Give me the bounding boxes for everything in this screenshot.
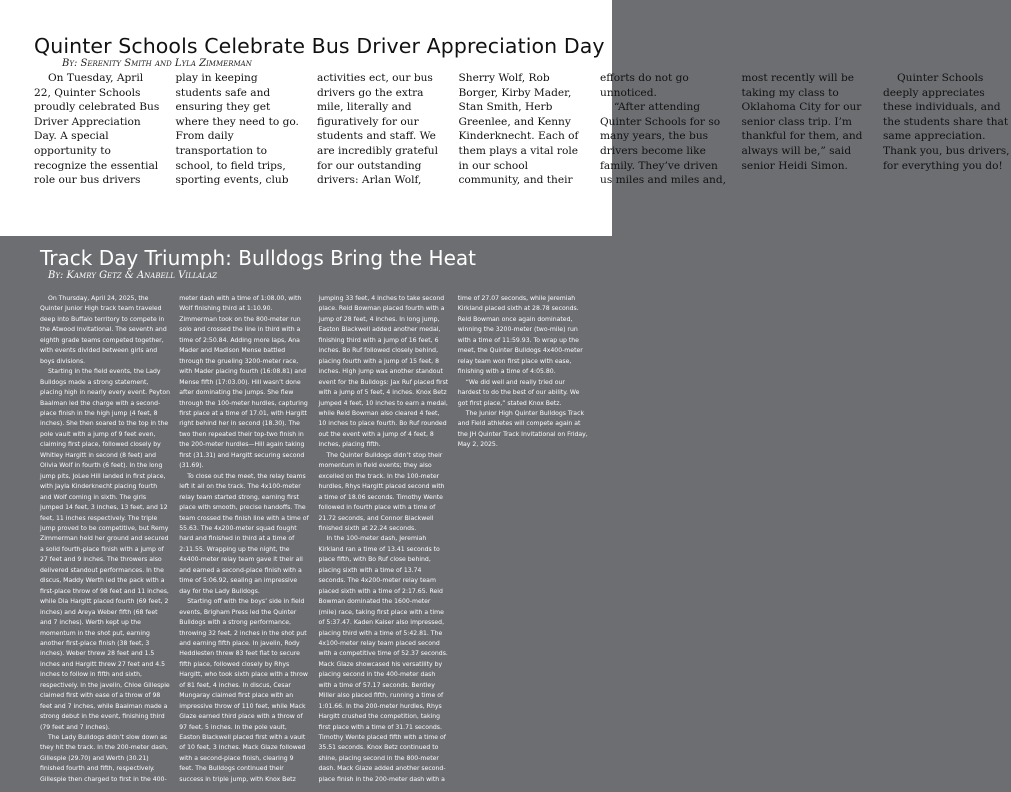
- track-article-byline: By: Kamry Getz & Anabell Villalaz: [48, 270, 217, 281]
- track-article-paragraph: Starting off with the boys’ side in field events, Brigham Press led the Quinter Bulldogs with a strong performance, throwing 32 feet, 2 inches in the shot put and earning fifth place. In javelin, Rody Heddlesten threw 83 feet flat to secure fifth place, followed closely by Rhys Hargitt, who took sixth place with a throw of 81 feet, 4 inches. In discus, Cesar Mungaray claimed first place with an impressive throw of 110 feet, while Mack Glaze earned third place with a throw of 97 feet, 5 inches. In the pole vault, Easton Blackwell placed first with a vault of 10 feet, 3 inches. Mack Glaze followed with a second-place finish, clearing 9 feet. The Bulldogs continued their success in triple jump, with Knox Betz jumping 33 feet, 4 inches to take second place. Reid Bowman placed fourth with a jump of 28 feet, 4 inches. In long jump, Easton Blackwell added another medal, finishing third with a jump of 16 feet, 6 inches. Bo Ruf followed closely behind, placing fourth with a jump of 15 feet, 8 inches. High jump was another standout event for the Bulldogs: Jax Ruf placed first with a jump of 5 feet, 4 inches. Knox Betz jumped 4 feet, 10 inches to earn a medal, while Reid Bowman also cleared 4 feet, 10 inches to place fourth. Bo Ruf rounded out the event with a jump of 4 feet, 8 inches, placing fifth.: [179, 295, 449, 783]
- bus-article-paragraph: “After attending Quinter Schools for so many years, the bus drivers become like family. They’ve driven us miles and miles and, most recently will be taking my class to Oklahoma City for our senior class trip. I’m thankful for them, and always will be,” said senior Heidi Simon.: [600, 72, 863, 187]
- track-article-paragraph: To close out the meet, the relay teams left it all on the track. The 4x100-meter relay team started strong, earning first place with smooth, precise handoffs. The team crossed the finish line with a time of 55.63. The 4x200-meter squad fought hard and finished in third at a time of 2:11.55. Wrapping up the night, the 4x400-meter relay team gave it their all and earned a second-place finish with a time of 5:06.92, sealing an impressive day for the Lady Bulldogs.: [179, 472, 309, 595]
- bus-article-byline: By: Serenity Smith and Lyla Zimmerman: [62, 58, 252, 69]
- track-article-body: [40, 294, 588, 786]
- bus-article-paragraph: Quinter Schools deeply appreciates these individuals, and the students share that same appreciation. Thank you, bus drivers, for everything you do!: [883, 72, 1010, 172]
- track-article-paragraph: The Quinter Bulldogs didn’t stop their momentum in field events; they also excelled on the track. In the 100-meter hurdles, Rhys Hargitt placed second with a time of 18.06 seconds. Timothy Wente followed in fourth place with a time of 21.72 seconds, and Connor Blackwell finished sixth at 22.24 seconds.: [318, 451, 445, 532]
- track-article-paragraph: On Thursday, April 24, 2025, the Quinter Junior High track team traveled deep into Buffalo territory to compete in the Atwood Invitational. The seventh and eighth grade teams competed together, with events divided between girls and boys divisions.: [40, 295, 167, 365]
- track-day-article: [0, 236, 612, 792]
- bus-article-title: Quinter Schools Celebrate Bus Driver Appreciation Day: [34, 34, 605, 58]
- track-article-title: Track Day Triumph: Bulldogs Bring the Heat: [40, 246, 476, 270]
- bus-article-paragraph: On Tuesday, April 22, Quinter Schools proudly celebrated Bus Driver Appreciation Day. A special opportunity to recognize the essential role our bus drivers play in keeping students safe and ensuring they get where they need to go. From daily transportation to school, to field trips, sporting events, club activities ect, our bus drivers go the extra mile, literally and figuratively for our students and staff. We are incredibly grateful for our outstanding drivers: Arlan Wolf, Sherry Wolf, Rob Borger, Kirby Mader, Stan Smith, Herb Greenlee, and Kenny Kinderknecht. Each of them plays a vital role in our school community, and their efforts do not go unnoticed.: [34, 72, 689, 187]
- track-article-paragraph: Starting in the field events, the Lady Bulldogs made a strong statement, placing high in nearly every event. Peyton Baalman led the charge with a second-place finish in the high jump (4 feet, 8 inches). She then soared to the top in the pole vault with a jump of 9 feet even, claiming first place, followed closely by Whitley Hargitt in second (8 feet) and Olivia Wolf in fourth (6 feet). In the long jump pits, JoLee Hill landed in first place, with Jayla Kinderknecht placing fourth and Wolf coming in sixth. The girls jumped 14 feet, 3 inches, 13 feet, and 12 feet, 11 inches respectively. The triple jump proved to be competitive, but Remy Zimmerman held her ground and secured a solid fourth-place finish with a jump of 27 feet and 9 inches. The throwers also delivered standout performances. In the discus, Maddy Werth led the pack with a first-place throw of 98 feet and 11 inches, while Dia Hargitt placed fourth (69 feet, 2 inches) and Areya Weber fifth (68 feet and 7 inches). Werth kept up the momentum in the shot put, earning another first-place finish (38 feet, 3 inches). Weber threw 28 feet and 1.5 inches and Hargitt threw 27 feet and 4.5 inches to follow in fifth and sixth, respectively. In the javelin, Chloe Gillespie claimed first with ease of a throw of 98 feet and 7 inches, while Baalman made a strong debut in the event, finishing third (79 feet and 7 inches).: [40, 368, 170, 731]
- track-article-paragraph: “We did well and really tried our hardest to do the best of our ability. We got first place,” stated Knox Betz.: [457, 378, 580, 407]
- bus-driver-article: [0, 0, 1010, 236]
- track-article-paragraph: The Junior High Quinter Bulldogs Track and Field athletes will compete again at the JH Quinter Track Invitational on Friday, May 2, 2025.: [457, 409, 588, 449]
- track-article-paragraph: In the 100-meter dash, Jeremiah Kirkland ran a time of 13.41 seconds to place fifth, with Bo Ruf close behind, placing sixth with a time of 13.74 seconds. The 4x200-meter relay team placed sixth with a time of 2:17.65. Reid Bowman dominated the 1600-meter (mile) race, taking first place with a time of 5:37.47. Kaden Kaiser also impressed, placing third with a time of 5:42.81. The 4x100-meter relay team placed second with a competitive time of 52.37 seconds. Mack Glaze showcased his versatility by placing second in the 400-meter dash with a time of 57.17 seconds. Bentley Miller also placed fifth, running a time of 1:01.66. In the 200-meter hurdles, Rhys Hargitt crushed the competition, taking first place with a time of 31.71 seconds. Timothy Wente placed fifth with a time of 35.51 seconds. Knox Betz continued to shine, placing second in the 800-meter dash. Mack Glaze added another second-place finish in the 200-meter dash with a time of 27.07 seconds, while Jeremiah Kirkland placed sixth at 28.78 seconds. Reid Bowman once again dominated, winning the 3200-meter (two-mile) run with a time of 11:59.93. To wrap up the meet, the Quinter Bulldogs 4x400-meter relay team won first place with ease, finishing with a time of 4:05.80.: [318, 295, 583, 783]
- bus-article-body: [34, 71, 1010, 197]
- track-article-paragraph: The Lady Bulldogs didn’t slow down as they hit the track. In the 200-meter dash, Gillespie (29.70) and Werth (30.21) finished fourth and fifth, respectively. Gillespie then charged to first in the 400-meter dash with a time of 1:08.00, with Wolf finishing third at 1:10.90. Zimmerman took on the 800-meter run solo and crossed the line in third with a time of 2:50.84. Adding more laps, Ana Mader and Madison Mense battled through the grueling 3200-meter race, with Mader placing fourth (16:08.81) and Mense fifth (17:03.00). Hill wasn’t done after dominating the jumps. She flew through the 100-meter hurdles, capturing first place at a time of 17.01, with Hargitt right behind her in second (18.30). The two then repeated their top-two finish in the 200-meter hurdles—Hill again taking first (31.31) and Hargitt securing second (31.69).: [40, 295, 308, 783]
